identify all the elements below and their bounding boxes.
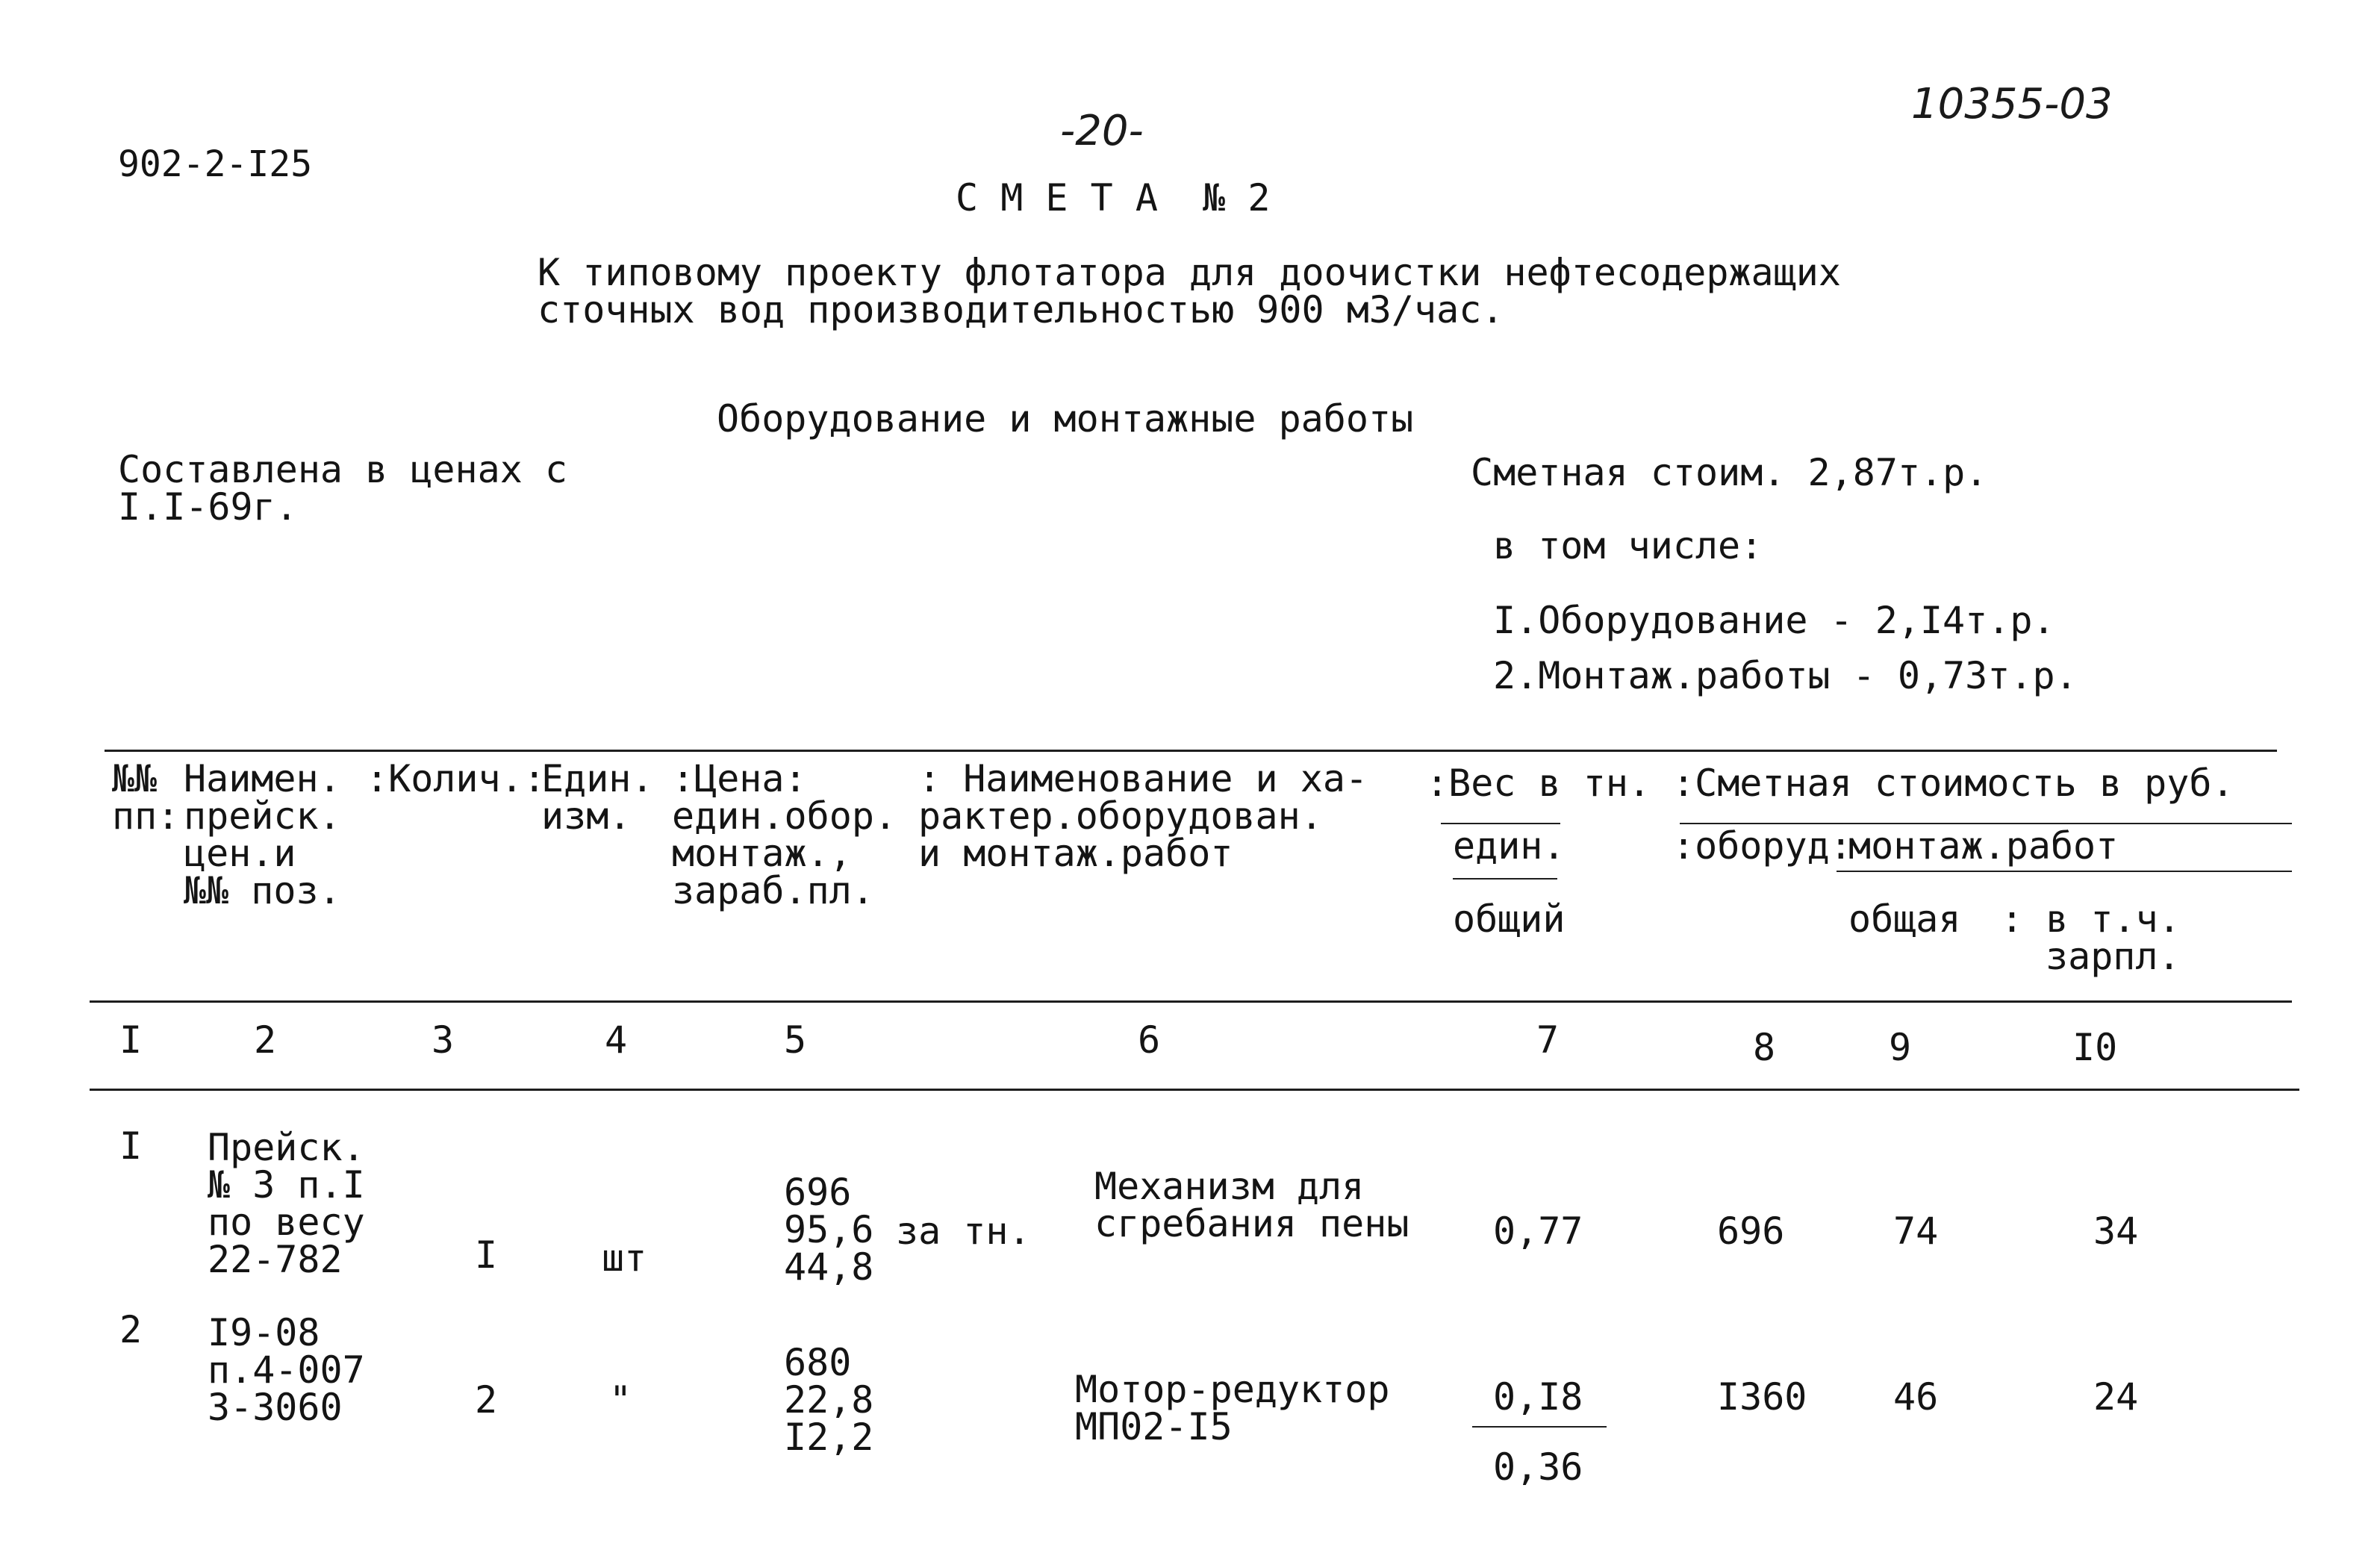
row-install-total: 46 xyxy=(1893,1375,1939,1419)
row-price-line: 696 xyxy=(784,1171,852,1214)
column-number: I xyxy=(119,1018,143,1062)
column-numbers-rule xyxy=(90,1089,2299,1091)
header-bottom-rule xyxy=(90,1000,2292,1003)
header-col-4 xyxy=(541,757,654,838)
section-title: Оборудование и монтажные работы xyxy=(717,397,1414,441)
column-number: 6 xyxy=(1138,1018,1161,1062)
header-col-6 xyxy=(918,757,1368,875)
header-col-10 xyxy=(2001,897,2181,978)
row-unit: шт xyxy=(602,1236,647,1280)
header-col-5-line: един.обор. xyxy=(672,794,897,838)
row-price xyxy=(784,1341,874,1459)
equipment-cost: I.Оборудование - 2,I4т.р. xyxy=(1493,599,2055,642)
row-install-total: 74 xyxy=(1893,1210,1939,1253)
row-price-code xyxy=(208,1311,365,1429)
header-col-5-line: зараб.пл. xyxy=(672,869,874,912)
row-code-line: № 3 п.I xyxy=(208,1163,365,1207)
row-quantity: 2 xyxy=(475,1378,498,1422)
row-weight-unit: 0,I8 xyxy=(1493,1375,1583,1419)
row-weight-unit: 0,77 xyxy=(1493,1210,1583,1253)
row-price-line: I2,2 xyxy=(784,1416,874,1459)
row-number: 2 xyxy=(119,1308,143,1351)
row-name-line: МП02-I5 xyxy=(1075,1405,1233,1448)
estimate-cost: Сметная стоим. 2,87т.р. xyxy=(1471,451,1988,494)
weight-unit-rule xyxy=(1453,878,1557,880)
header-col-1-line: пп: xyxy=(112,794,180,838)
header-col-5-line: :Цена: xyxy=(672,757,807,800)
column-number: 5 xyxy=(784,1018,807,1062)
archive-code: 10355-03 xyxy=(1911,80,2113,128)
row-name-line: сгребания пены xyxy=(1094,1202,1409,1245)
row-name-line: Механизм для xyxy=(1094,1165,1365,1208)
column-number: 7 xyxy=(1536,1018,1560,1062)
header-col-5 xyxy=(672,757,897,912)
price-base-line-2: I.I-69г. xyxy=(118,485,298,529)
row-number: I xyxy=(119,1124,143,1168)
header-col-7-total: общий xyxy=(1453,897,1566,941)
row-code-line: Прейск. xyxy=(208,1126,365,1169)
row-code-line: п.4-007 xyxy=(208,1348,365,1392)
row-equipment-name xyxy=(1094,1165,1409,1245)
header-col-7-top: :Вес в тн. xyxy=(1426,762,1651,805)
header-col-2-line: Наимен. xyxy=(184,757,341,800)
row-equipment-cost: 696 xyxy=(1717,1210,1785,1253)
row-price-line: 680 xyxy=(784,1341,852,1384)
row-name-line: Мотор-редуктор xyxy=(1075,1368,1390,1411)
header-col-5-line: монтаж., xyxy=(672,832,852,875)
row-weight-total: 0,36 xyxy=(1493,1445,1583,1489)
estimate-title: С М Е Т А № 2 xyxy=(956,176,1271,220)
price-base xyxy=(118,448,568,529)
header-install-top: монтаж.работ xyxy=(1848,824,2119,868)
row-price-line: 44,8 xyxy=(784,1245,874,1289)
header-col-2-line: прейск. xyxy=(184,794,341,838)
row-equipment-name xyxy=(1075,1368,1390,1448)
row-install-wages: 24 xyxy=(2093,1375,2139,1419)
row-price-note: за тн. xyxy=(896,1210,1031,1253)
including-label: в том числе: xyxy=(1493,524,1763,567)
row-price-line: 22,8 xyxy=(784,1378,874,1422)
header-col-9: общая xyxy=(1848,897,1961,941)
row-price-code xyxy=(208,1126,365,1281)
column-number: 8 xyxy=(1753,1026,1776,1069)
row-unit: " xyxy=(609,1378,632,1422)
header-col-6-line: рактер.оборудован. xyxy=(918,794,1323,838)
header-cost-top: :Сметная стоимость в руб. xyxy=(1672,762,2234,805)
subtitle-line-1: К типовому проекту флотатора для доочистки нефтесодержащих xyxy=(538,251,1841,294)
header-col-2-line: №№ поз. xyxy=(184,869,341,912)
page-number: -20- xyxy=(1060,107,1144,155)
weight-fraction-rule xyxy=(1472,1426,1607,1428)
column-number: 3 xyxy=(432,1018,455,1062)
column-number: 2 xyxy=(254,1018,277,1062)
header-col-4-line: Един. xyxy=(541,757,654,800)
row-code-line: по весу xyxy=(208,1201,365,1244)
header-col-10-line: зарпл. xyxy=(2046,935,2181,978)
header-col-7-unit: един. xyxy=(1453,824,1566,868)
header-col-2-line: цен.и xyxy=(184,832,296,875)
header-col-6-line: : Наименование и ха- xyxy=(918,757,1368,800)
column-number: 9 xyxy=(1889,1026,1912,1069)
installation-cost: 2.Монтаж.работы - 0,73т.р. xyxy=(1493,654,2078,697)
column-number: I0 xyxy=(2072,1026,2118,1069)
table-top-rule xyxy=(105,750,2277,752)
row-price xyxy=(784,1171,874,1289)
price-base-line-1: Составлена в ценах с xyxy=(118,448,568,491)
row-equipment-cost: I360 xyxy=(1717,1375,1807,1419)
row-code-line: I9-08 xyxy=(208,1311,320,1354)
row-install-wages: 34 xyxy=(2093,1210,2139,1253)
header-col-6-line: и монтаж.работ xyxy=(918,832,1233,875)
column-number: 4 xyxy=(605,1018,628,1062)
row-code-line: 22-782 xyxy=(208,1238,343,1281)
subtitle-line-2: сточных вод производительностью 900 м3/час. xyxy=(538,288,1504,331)
header-col-2 xyxy=(184,757,341,912)
row-price-line: 95,6 xyxy=(784,1208,874,1251)
header-col-3: :Колич.: xyxy=(366,757,546,800)
install-subrule xyxy=(1837,871,2292,872)
header-col-1 xyxy=(112,757,180,838)
header-col-1-line: №№ xyxy=(112,757,158,800)
header-col-10-line: : в т.ч. xyxy=(2001,897,2181,941)
row-quantity: I xyxy=(475,1233,498,1277)
header-col-8: :оборуд: xyxy=(1672,824,1852,868)
row-code-line: 3-3060 xyxy=(208,1386,343,1429)
header-col-4-line: изм. xyxy=(541,794,632,838)
subtitle xyxy=(538,251,1841,331)
document-number: 902-2-I25 xyxy=(118,143,313,185)
